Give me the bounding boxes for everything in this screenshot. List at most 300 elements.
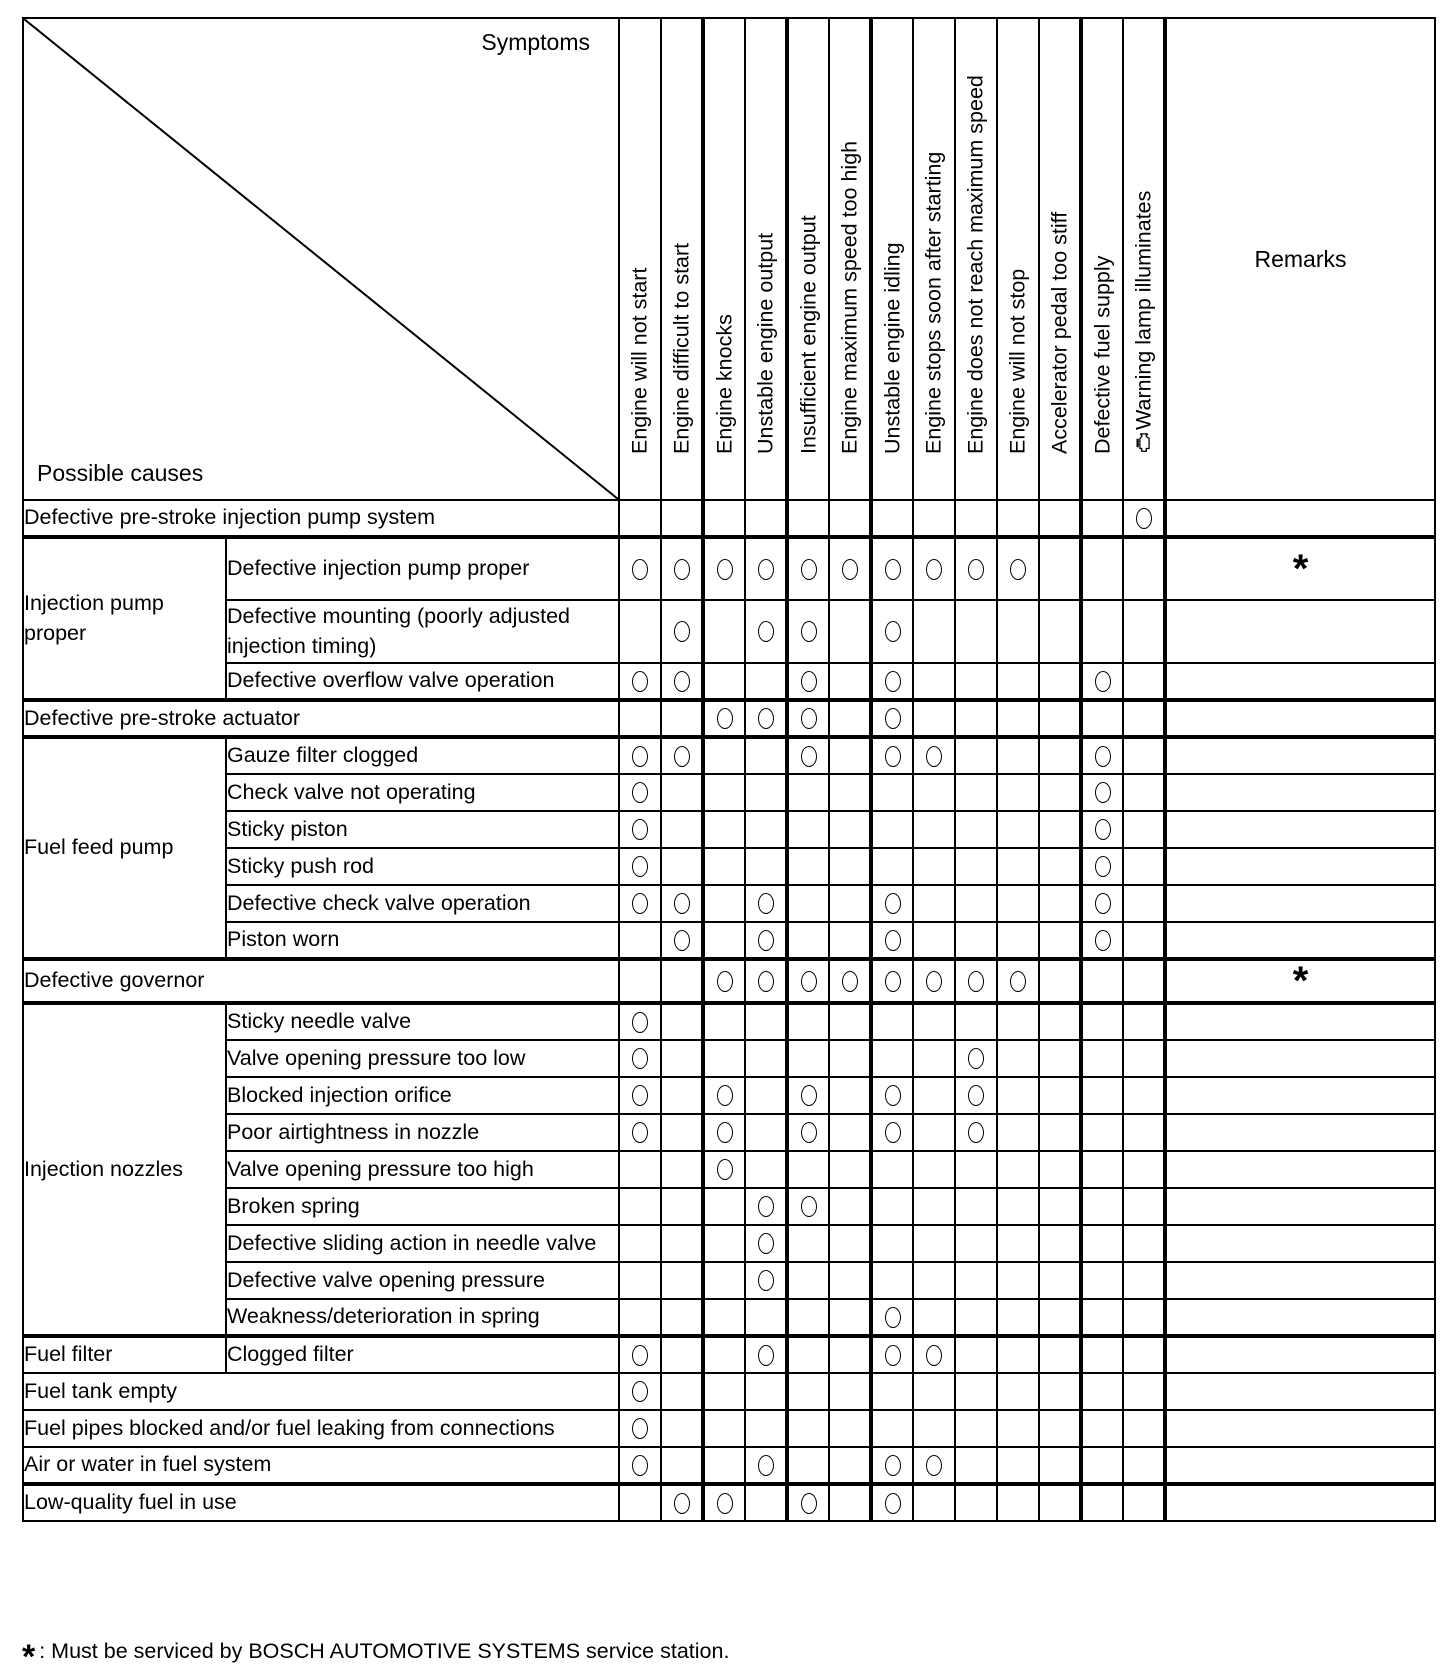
symptom-text: Unstable engine idling	[880, 242, 904, 454]
symptom-cell	[871, 500, 913, 537]
cause-label: Defective sliding action in needle valve	[226, 1225, 619, 1262]
symptom-cell	[1081, 848, 1123, 885]
symptom-cell	[871, 1003, 913, 1040]
circle-mark-icon	[885, 621, 901, 642]
symptom-cell	[703, 700, 745, 737]
symptom-cell	[703, 885, 745, 922]
table-row	[23, 663, 1435, 700]
remark-cell: *	[1165, 959, 1435, 1003]
circle-mark-icon	[717, 1493, 733, 1514]
symptom-cell	[703, 1262, 745, 1299]
cause-group-label: Fuel feed pump	[23, 737, 226, 959]
symptom-cell	[871, 1447, 913, 1484]
symptom-text: Unstable engine output	[753, 232, 777, 454]
symptom-cell	[829, 1225, 871, 1262]
circle-mark-icon	[801, 971, 817, 992]
footnote	[22, 1638, 729, 1677]
symptom-cell	[997, 1077, 1039, 1114]
symptom-cell	[871, 848, 913, 885]
symptom-label	[753, 233, 778, 454]
cause-label: Defective overflow valve operation	[226, 663, 619, 700]
symptom-cell	[619, 737, 661, 774]
symptom-cell	[787, 922, 829, 959]
circle-mark-icon	[632, 671, 648, 692]
symptom-cell	[703, 922, 745, 959]
symptom-cell	[619, 1484, 661, 1521]
symptom-cell	[703, 959, 745, 1003]
symptom-cell	[955, 1114, 997, 1151]
table-row	[23, 1225, 1435, 1262]
cause-label: Gauze filter clogged	[226, 737, 619, 774]
symptom-cell	[619, 848, 661, 885]
circle-mark-icon	[674, 671, 690, 692]
remark-cell	[1165, 600, 1435, 663]
table-row	[23, 848, 1435, 885]
symptom-cell	[745, 922, 787, 959]
circle-mark-icon	[885, 930, 901, 951]
remark-cell	[1165, 1188, 1435, 1225]
symptom-cell	[787, 1484, 829, 1521]
cause-label: Defective governor	[23, 959, 619, 1003]
symptom-label	[1131, 191, 1156, 454]
cause-label: Poor airtightness in nozzle	[226, 1114, 619, 1151]
circle-mark-icon	[968, 1048, 984, 1069]
symptom-cell	[661, 959, 703, 1003]
symptom-cell	[1039, 700, 1081, 737]
symptom-cell	[787, 811, 829, 848]
symptom-cell	[997, 1484, 1039, 1521]
symptom-cell	[745, 1188, 787, 1225]
symptom-cell	[703, 1188, 745, 1225]
symptom-cell	[1081, 1077, 1123, 1114]
symptom-cell	[1039, 1114, 1081, 1151]
symptom-cell	[1039, 1373, 1081, 1410]
symptom-cell	[955, 1373, 997, 1410]
symptom-cell	[913, 537, 955, 600]
symptom-cell	[913, 959, 955, 1003]
symptom-cell	[997, 737, 1039, 774]
symptom-cell	[913, 600, 955, 663]
symptom-cell	[1039, 774, 1081, 811]
symptom-cell	[619, 1336, 661, 1373]
circle-mark-icon	[1095, 671, 1111, 692]
symptom-cell	[829, 959, 871, 1003]
cause-label: Blocked injection orifice	[226, 1077, 619, 1114]
symptom-cell	[955, 1225, 997, 1262]
table-row	[23, 959, 1435, 1003]
symptom-cell	[829, 1262, 871, 1299]
symptom-cell	[703, 774, 745, 811]
symptom-text: Engine does not reach maximum speed	[963, 75, 988, 454]
symptom-cell	[1123, 1373, 1165, 1410]
symptom-cell	[745, 811, 787, 848]
symptom-cell	[703, 500, 745, 537]
symptom-cell	[1123, 811, 1165, 848]
symptom-cell	[745, 959, 787, 1003]
table-row	[23, 1188, 1435, 1225]
remark-cell	[1165, 885, 1435, 922]
circle-mark-icon	[1095, 746, 1111, 767]
symptom-cell	[1081, 1225, 1123, 1262]
diagonal-divider	[24, 19, 618, 499]
symptom-cell	[997, 500, 1039, 537]
table-row	[23, 537, 1435, 600]
symptom-cell	[1123, 774, 1165, 811]
symptom-cell	[871, 1373, 913, 1410]
table-row	[23, 1484, 1435, 1521]
footnote-text: : Must be serviced by BOSCH AUTOMOTIVE SYSTEMS service station.	[39, 1639, 730, 1663]
symptom-cell	[829, 1299, 871, 1336]
circle-mark-icon	[885, 671, 901, 692]
circle-mark-icon	[968, 1122, 984, 1143]
symptom-cell	[997, 663, 1039, 700]
circle-mark-icon	[842, 559, 858, 580]
remark-cell	[1165, 500, 1435, 537]
symptom-cell	[787, 663, 829, 700]
symptom-cell	[1039, 500, 1081, 537]
symptom-cell	[913, 1299, 955, 1336]
symptom-cell	[913, 1225, 955, 1262]
symptom-cell	[871, 737, 913, 774]
symptom-cell	[1039, 1188, 1081, 1225]
symptom-cell	[829, 1040, 871, 1077]
symptom-cell	[661, 1077, 703, 1114]
symptom-cell	[787, 537, 829, 600]
circle-mark-icon	[758, 1345, 774, 1366]
symptom-text: Engine stops soon after starting	[921, 151, 946, 454]
circle-mark-icon	[632, 1381, 648, 1402]
circle-mark-icon	[717, 1085, 733, 1106]
symptom-header	[619, 18, 661, 500]
symptom-cell	[745, 848, 787, 885]
circle-mark-icon	[632, 1455, 648, 1476]
symptom-cell	[829, 848, 871, 885]
header-row	[23, 18, 1435, 500]
circle-mark-icon	[758, 930, 774, 951]
symptom-cell	[829, 1188, 871, 1225]
symptom-cell	[997, 774, 1039, 811]
symptom-cell	[871, 885, 913, 922]
cause-label: Weakness/deterioration in spring	[226, 1299, 619, 1336]
cause-label: Sticky piston	[226, 811, 619, 848]
symptom-cell	[829, 922, 871, 959]
symptom-cell	[997, 1373, 1039, 1410]
symptom-cell	[913, 1262, 955, 1299]
symptom-cell	[1081, 663, 1123, 700]
remark-cell	[1165, 848, 1435, 885]
circle-mark-icon	[758, 1455, 774, 1476]
remark-cell	[1165, 663, 1435, 700]
symptom-cell	[1081, 1040, 1123, 1077]
symptom-label	[964, 75, 989, 454]
symptom-cell	[829, 885, 871, 922]
symptom-cell	[955, 1410, 997, 1447]
cause-label: Broken spring	[226, 1188, 619, 1225]
circle-mark-icon	[842, 971, 858, 992]
remark-cell	[1165, 922, 1435, 959]
remark-cell: *	[1165, 537, 1435, 600]
symptom-cell	[871, 811, 913, 848]
symptom-cell	[619, 537, 661, 600]
symptom-cell	[829, 1373, 871, 1410]
symptom-cell	[1123, 848, 1165, 885]
table-row	[23, 1447, 1435, 1484]
circle-mark-icon	[717, 1122, 733, 1143]
symptom-cell	[619, 1040, 661, 1077]
symptom-cell	[913, 1114, 955, 1151]
symptom-header	[913, 18, 955, 500]
symptom-cell	[955, 1151, 997, 1188]
circle-mark-icon	[758, 893, 774, 914]
remark-cell	[1165, 737, 1435, 774]
symptom-cell	[913, 922, 955, 959]
circle-mark-icon	[801, 621, 817, 642]
symptom-cell	[661, 1484, 703, 1521]
symptom-cell	[829, 500, 871, 537]
circle-mark-icon	[717, 1159, 733, 1180]
symptom-cell	[745, 1336, 787, 1373]
symptom-cell	[997, 537, 1039, 600]
symptom-label	[922, 152, 947, 454]
table-row	[23, 922, 1435, 959]
symptom-cell	[829, 537, 871, 600]
circle-mark-icon	[717, 559, 733, 580]
cause-label: Defective valve opening pressure	[226, 1262, 619, 1299]
symptom-cell	[661, 500, 703, 537]
circle-mark-icon	[801, 1196, 817, 1217]
symptom-cell	[661, 663, 703, 700]
remark-cell	[1165, 774, 1435, 811]
remark-cell	[1165, 1447, 1435, 1484]
symptom-cell	[913, 848, 955, 885]
symptom-cell	[829, 737, 871, 774]
symptom-cell	[955, 811, 997, 848]
symptom-cell	[661, 774, 703, 811]
remark-cell	[1165, 811, 1435, 848]
symptom-cell	[1123, 885, 1165, 922]
symptom-cell	[703, 600, 745, 663]
symptom-cell	[703, 1447, 745, 1484]
symptom-cell	[1081, 700, 1123, 737]
symptom-cell	[619, 663, 661, 700]
circle-mark-icon	[758, 708, 774, 729]
symptom-cell	[1123, 537, 1165, 600]
symptom-cell	[1039, 600, 1081, 663]
symptom-cell	[1081, 1336, 1123, 1373]
troubleshooting-table	[22, 17, 1436, 1522]
symptom-cell	[1123, 1077, 1165, 1114]
symptom-cell	[661, 1373, 703, 1410]
symptom-cell	[661, 1299, 703, 1336]
cause-group-label: Fuel filter	[23, 1336, 226, 1373]
symptom-cell	[745, 663, 787, 700]
symptom-cell	[787, 1040, 829, 1077]
circle-mark-icon	[885, 893, 901, 914]
circle-mark-icon	[717, 708, 733, 729]
symptom-cell	[661, 1188, 703, 1225]
circle-mark-icon	[758, 971, 774, 992]
symptom-cell	[661, 811, 703, 848]
cause-label: Air or water in fuel system	[23, 1447, 619, 1484]
circle-mark-icon	[758, 1233, 774, 1254]
symptom-cell	[619, 885, 661, 922]
circle-mark-icon	[674, 746, 690, 767]
remark-cell	[1165, 1151, 1435, 1188]
table-row	[23, 1040, 1435, 1077]
symptom-cell	[955, 600, 997, 663]
circle-mark-icon	[1010, 559, 1026, 580]
symptom-cell	[1081, 959, 1123, 1003]
symptom-cell	[745, 737, 787, 774]
symptom-cell	[787, 1447, 829, 1484]
symptom-header	[661, 18, 703, 500]
circle-mark-icon	[885, 708, 901, 729]
symptom-cell	[619, 1262, 661, 1299]
symptom-cell	[913, 774, 955, 811]
symptom-cell	[997, 1188, 1039, 1225]
symptom-cell	[619, 600, 661, 663]
symptom-cell	[829, 1484, 871, 1521]
symptom-cell	[661, 885, 703, 922]
symptom-header	[1039, 18, 1081, 500]
symptom-cell	[871, 774, 913, 811]
table-row	[23, 1114, 1435, 1151]
symptom-cell	[829, 774, 871, 811]
table-row	[23, 700, 1435, 737]
symptom-cell	[1081, 1373, 1123, 1410]
remark-cell	[1165, 1114, 1435, 1151]
symptom-cell	[871, 1299, 913, 1336]
symptom-cell	[661, 1225, 703, 1262]
symptom-cell	[871, 1225, 913, 1262]
symptom-cell	[1123, 737, 1165, 774]
symptom-cell	[871, 1151, 913, 1188]
symptom-cell	[661, 1410, 703, 1447]
symptom-cell	[955, 922, 997, 959]
cause-label: Defective mounting (poorly adjusted injection timing)	[226, 600, 619, 663]
symptom-cell	[871, 1040, 913, 1077]
remark-cell	[1165, 1225, 1435, 1262]
circle-mark-icon	[758, 1270, 774, 1291]
remark-cell	[1165, 1410, 1435, 1447]
symptom-cell	[1039, 1225, 1081, 1262]
symptom-cell	[1039, 1262, 1081, 1299]
symptom-cell	[1039, 922, 1081, 959]
circle-mark-icon	[632, 559, 648, 580]
symptom-cell	[1081, 1484, 1123, 1521]
symptom-cell	[1039, 959, 1081, 1003]
symptom-label	[796, 215, 821, 454]
symptom-cell	[787, 1077, 829, 1114]
symptom-header	[1123, 18, 1165, 500]
symptom-cell	[661, 922, 703, 959]
symptom-cell	[1123, 1299, 1165, 1336]
symptom-cell	[661, 737, 703, 774]
circle-mark-icon	[632, 1085, 648, 1106]
symptom-header	[871, 18, 913, 500]
circle-mark-icon	[801, 671, 817, 692]
symptom-cell	[871, 1336, 913, 1373]
symptom-cell	[1123, 1114, 1165, 1151]
cause-label: Valve opening pressure too high	[226, 1151, 619, 1188]
symptom-cell	[955, 537, 997, 600]
symptom-cell	[661, 537, 703, 600]
symptom-text: Engine will not stop	[1005, 268, 1030, 454]
symptom-cell	[1123, 1447, 1165, 1484]
symptom-cell	[661, 1040, 703, 1077]
remark-cell	[1165, 1077, 1435, 1114]
table-row	[23, 885, 1435, 922]
symptom-cell	[871, 1077, 913, 1114]
symptom-cell	[997, 600, 1039, 663]
remark-cell	[1165, 700, 1435, 737]
symptom-cell	[661, 1003, 703, 1040]
circle-mark-icon	[885, 1345, 901, 1366]
symptom-cell	[1123, 1484, 1165, 1521]
symptom-cell	[745, 1447, 787, 1484]
cause-label: Sticky push rod	[226, 848, 619, 885]
symptom-cell	[787, 1373, 829, 1410]
circle-mark-icon	[632, 1048, 648, 1069]
symptom-cell	[913, 1336, 955, 1373]
symptom-cell	[661, 600, 703, 663]
table-row	[23, 500, 1435, 537]
symptom-cell	[1039, 1410, 1081, 1447]
symptom-cell	[913, 1077, 955, 1114]
symptom-cell	[1123, 1040, 1165, 1077]
symptom-label	[1006, 269, 1031, 454]
cause-label: Check valve not operating	[226, 774, 619, 811]
symptom-label	[1090, 256, 1115, 454]
cause-label: Defective pre-stroke actuator	[23, 700, 619, 737]
symptom-cell	[955, 500, 997, 537]
symptom-cell	[913, 1003, 955, 1040]
symptom-cell	[997, 1299, 1039, 1336]
symptom-cell	[745, 1151, 787, 1188]
symptom-cell	[871, 959, 913, 1003]
circle-mark-icon	[1095, 856, 1111, 877]
symptom-cell	[913, 1188, 955, 1225]
table-row	[23, 1077, 1435, 1114]
circle-mark-icon	[632, 782, 648, 803]
cause-label: Defective injection pump proper	[226, 537, 619, 600]
symptom-label	[880, 242, 905, 454]
symptom-cell	[703, 1151, 745, 1188]
symptom-cell	[787, 848, 829, 885]
circle-mark-icon	[632, 746, 648, 767]
symptom-cell	[871, 1262, 913, 1299]
circle-mark-icon	[885, 971, 901, 992]
circle-mark-icon	[1010, 971, 1026, 992]
symptom-cell	[1039, 1447, 1081, 1484]
circle-mark-icon	[632, 1418, 648, 1439]
circle-mark-icon	[885, 1122, 901, 1143]
symptom-header	[997, 18, 1039, 500]
symptom-cell	[787, 1225, 829, 1262]
symptom-cell	[1081, 737, 1123, 774]
symptom-cell	[1123, 1225, 1165, 1262]
symptom-cell	[913, 885, 955, 922]
circle-mark-icon	[632, 1122, 648, 1143]
symptom-cell	[955, 1040, 997, 1077]
symptom-label	[628, 268, 653, 454]
symptom-cell	[745, 1373, 787, 1410]
symptom-cell	[661, 1336, 703, 1373]
symptom-cell	[871, 922, 913, 959]
symptom-cell	[913, 1410, 955, 1447]
remarks-header: Remarks	[1165, 18, 1435, 500]
circle-mark-icon	[801, 746, 817, 767]
